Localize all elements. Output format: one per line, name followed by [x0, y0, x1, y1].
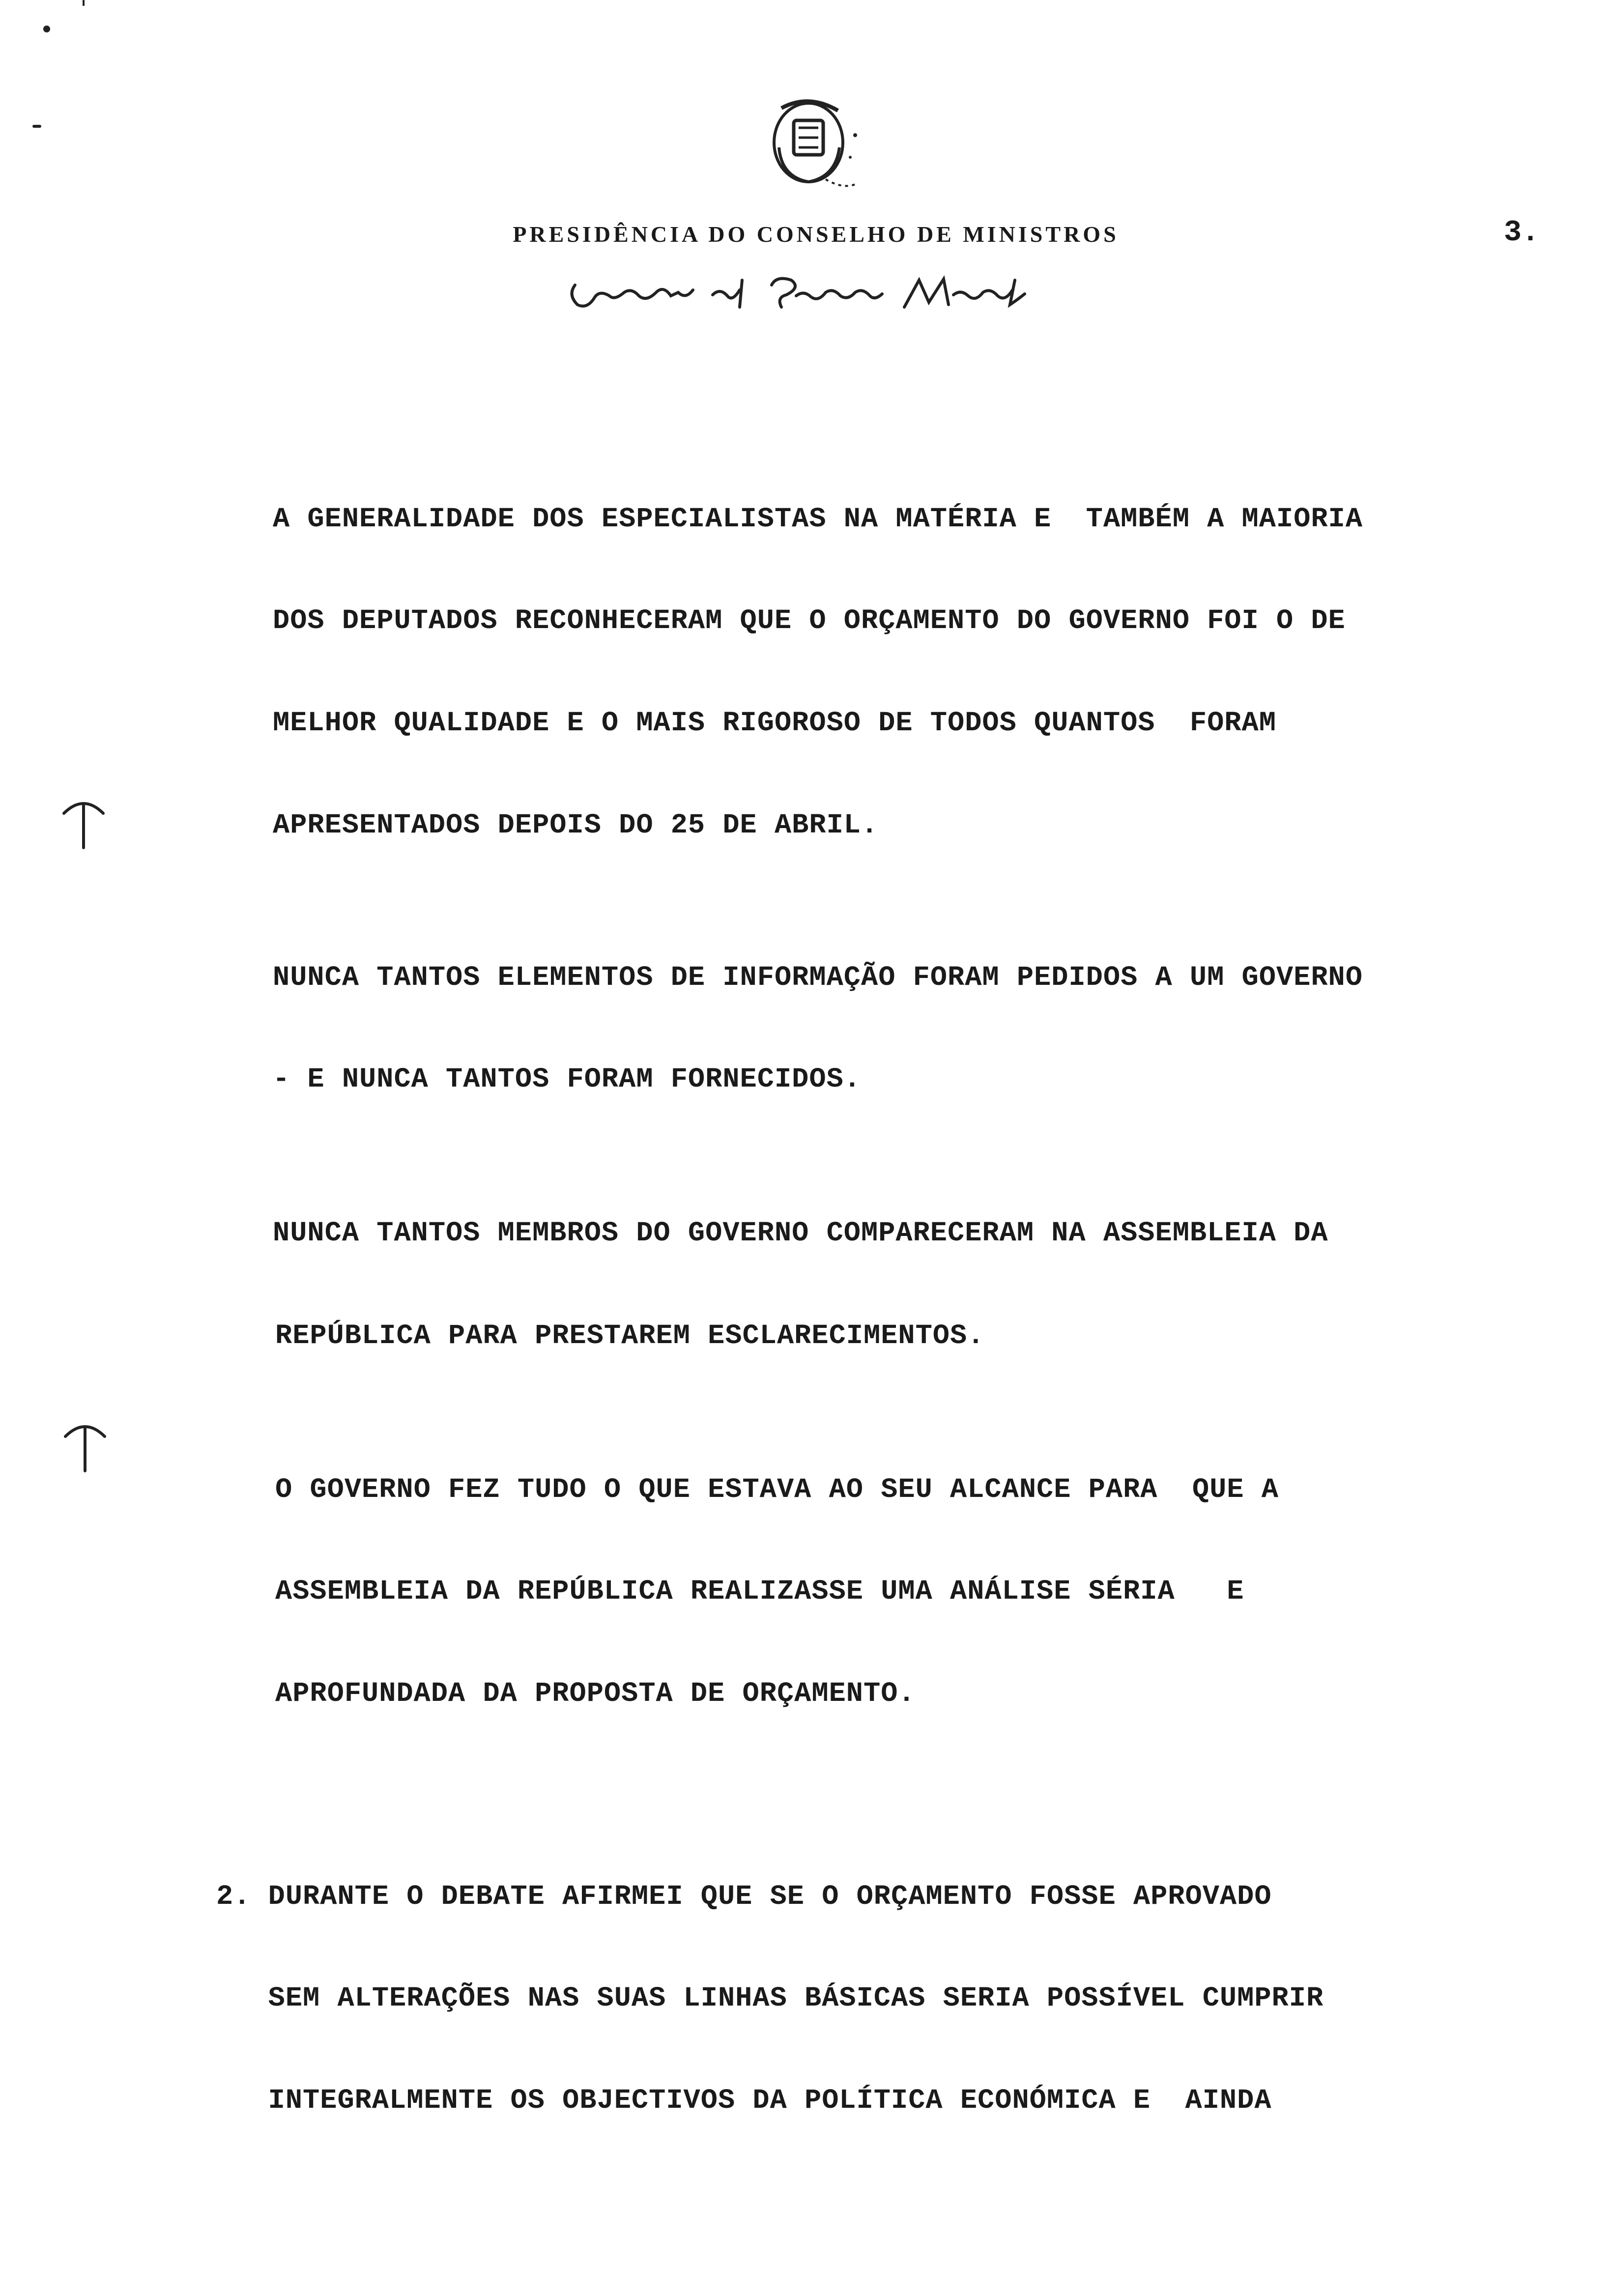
page-number: 3. [1504, 216, 1540, 250]
coat-of-arms-icon [752, 88, 875, 206]
body-line: APROFUNDADA DA PROPOSTA DE ORÇAMENTO. [275, 1678, 916, 1710]
organization-name: PRESIDÊNCIA DO CONSELHO DE MINISTROS [513, 222, 1119, 247]
body-line: A GENERALIDADE DOS ESPECIALISTAS NA MATÉRIA E TAMBÉM A MAIORIA [273, 504, 1363, 535]
body-line: NUNCA TANTOS ELEMENTOS DE INFORMAÇÃO FORAM PEDIDOS A UM GOVERNO [273, 962, 1363, 994]
numbered-line: INTEGRALMENTE OS OBJECTIVOS DA POLÍTICA ECONÓMICA E AINDA [216, 2085, 1272, 2117]
scan-speck [43, 26, 50, 32]
body-line: DOS DEPUTADOS RECONHECERAM QUE O ORÇAMENTO DO GOVERNO FOI O DE [273, 605, 1346, 637]
body-line: MELHOR QUALIDADE E O MAIS RIGOROSO DE TODOS QUANTOS FORAM [273, 708, 1276, 739]
body-line: APRESENTADOS DEPOIS DO 25 DE ABRIL. [273, 810, 879, 841]
numbered-line: SEM ALTERAÇÕES NAS SUAS LINHAS BÁSICAS SERIA POSSÍVEL CUMPRIR [216, 1983, 1324, 2014]
body-line: O GOVERNO FEZ TUDO O QUE ESTAVA AO SEU ALCANCE PARA QUE A [275, 1474, 1279, 1506]
body-line: NUNCA TANTOS MEMBROS DO GOVERNO COMPARECERAM NA ASSEMBLEIA DA [273, 1218, 1328, 1249]
scan-speck [32, 125, 41, 128]
handwritten-subtitle [565, 265, 1057, 319]
scan-speck [83, 0, 85, 6]
body-line: REPÚBLICA PARA PRESTAREM ESCLARECIMENTOS. [275, 1320, 985, 1352]
numbered-line: 2. DURANTE O DEBATE AFIRMEI QUE SE O ORÇAMENTO FOSSE APROVADO [216, 1881, 1272, 1913]
body-line: - E NUNCA TANTOS FORAM FORNECIDOS. [273, 1064, 861, 1095]
paragraph-mark-icon [57, 791, 111, 855]
body-line: ASSEMBLEIA DA REPÚBLICA REALIZASSE UMA ANÁLISE SÉRIA E [275, 1576, 1244, 1607]
paragraph-mark-icon [58, 1414, 112, 1478]
